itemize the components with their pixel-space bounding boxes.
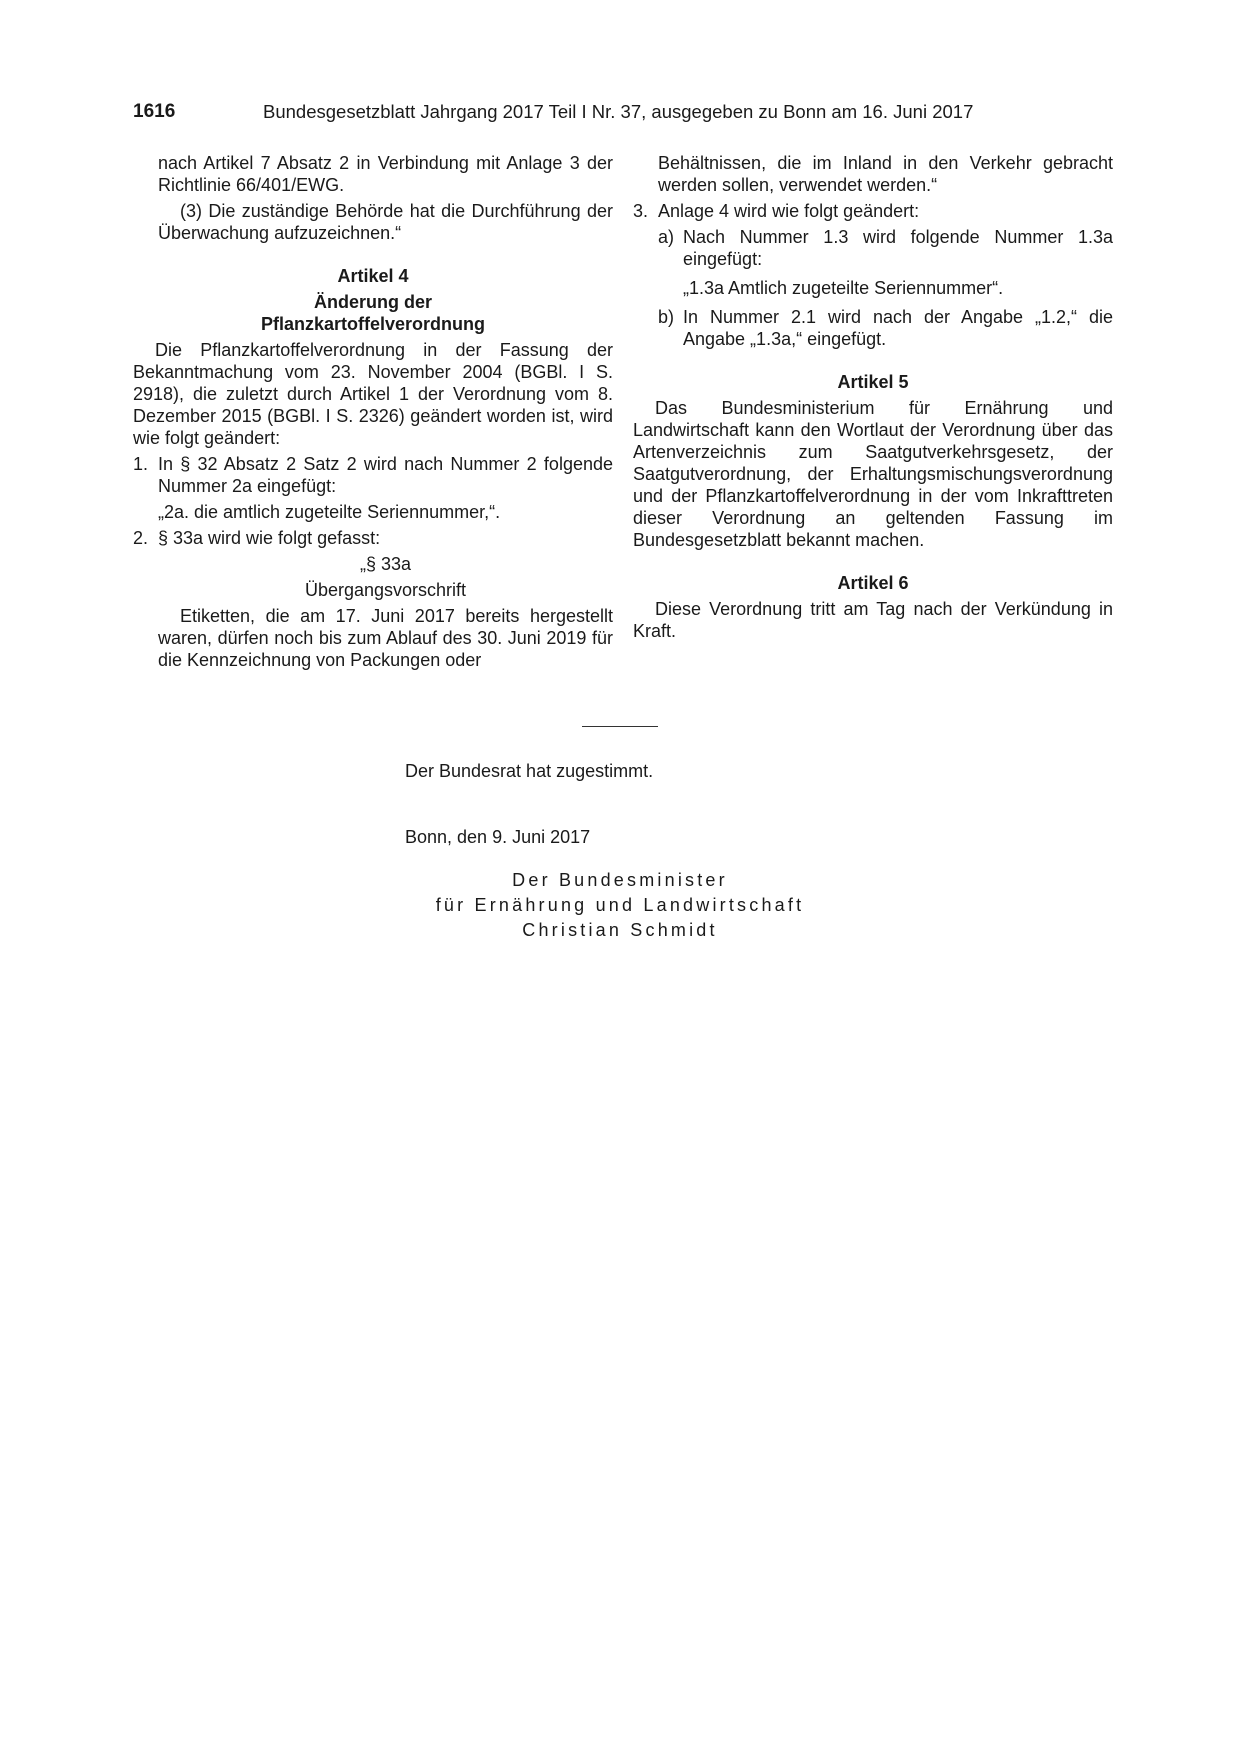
right-column — [633, 152, 1113, 642]
section-33a-title: Übergangsvorschrift — [304, 580, 467, 600]
list-item-2 — [133, 527, 613, 549]
article-4-intro: Die Pflanzkartoffelverordnung in der Fassung der Bekanntmachung vom 23. November 2004 (BGBl. I S. 2918), die zuletzt durch Artikel 1 der Verordnung vom 8. Dezember 2015 (BGBl. I S. 2326) geändert worden ist, wird wie folgt geändert: — [133, 340, 613, 448]
list-item-text: Anlage 4 wird wie folgt geändert: — [658, 201, 920, 221]
section-33a-text: Etiketten, die am 17. Juni 2017 bereits hergestellt waren, dürfen noch bis zum Ablauf des 30. Juni 2019 für die Kennzeichnung von Packungen oder — [158, 606, 613, 670]
sub-item-text: In Nummer 2.1 wird nach der Angabe „1.2,“ die Angabe „1.3a,“ eingefügt. — [683, 307, 1113, 349]
gazette-title: Bundesgesetzblatt Jahrgang 2017 Teil I Nr. 37, ausgegeben zu Bonn am 16. Juni 2017 — [263, 101, 974, 122]
sub-item-a — [658, 226, 1113, 270]
list-item-text: In § 32 Absatz 2 Satz 2 wird nach Nummer 2 folgende Nummer 2a eingefügt: — [158, 454, 613, 496]
signature-ministry: für Ernährung und Landwirtschaft — [435, 895, 805, 915]
separator-line — [582, 726, 658, 727]
place-and-date: Bonn, den 9. Juni 2017 — [405, 827, 591, 847]
page-number: 1616 — [133, 101, 176, 122]
sub-item-a-quote: „1.3a Amtlich zugeteilte Seriennummer“. — [683, 278, 1004, 298]
sub-item-b — [658, 306, 1113, 350]
list-item-number: 2. — [133, 528, 149, 548]
article-4-title-line1: Änderung der — [313, 292, 432, 312]
article-6-heading: Artikel 6 — [837, 573, 909, 593]
article-5-text: Das Bundesministerium für Ernährung und Landwirtschaft kann den Wortlaut der Verordnung über das Artenverzeichnis zum Saatgutverkehrsgesetz, der Saatgutverordnung, der Erhaltungsmischungsverordnung und der Pflanzkartoffelverordnung in der vom Inkrafttreten dieser Verordnung an geltenden Fassung im Bundesgesetzblatt bekannt machen. — [633, 398, 1113, 550]
section-33a-heading: „§ 33a — [359, 554, 412, 574]
list-item-text: § 33a wird wie folgt gefasst: — [158, 528, 381, 548]
list-item-1 — [133, 453, 613, 497]
article-4-title-line2: Pflanzkartoffelverordnung — [260, 314, 486, 334]
sub-item-letter: b) — [658, 307, 675, 327]
article-6-text: Diese Verordnung tritt am Tag nach der Verkündung in Kraft. — [633, 599, 1113, 641]
list-item-number: 1. — [133, 454, 149, 474]
paragraph-3: (3) Die zuständige Behörde hat die Durchführung der Überwachung aufzuzeichnen.“ — [158, 201, 613, 243]
sub-item-letter: a) — [658, 227, 675, 247]
article-4-heading: Artikel 4 — [337, 266, 409, 286]
signature-name: Christian Schmidt — [522, 920, 718, 940]
continuation-text: Behältnissen, die im Inland in den Verkehr gebracht werden sollen, verwendet werden.“ — [658, 153, 1113, 195]
left-column — [133, 152, 613, 671]
bundesrat-consent: Der Bundesrat hat zugestimmt. — [405, 761, 654, 781]
sub-item-text: Nach Nummer 1.3 wird folgende Nummer 1.3a eingefügt: — [683, 227, 1113, 269]
list-item-number: 3. — [633, 201, 649, 221]
signature-title: Der Bundesminister — [512, 870, 728, 890]
item-1-quote: „2a. die amtlich zugeteilte Seriennummer,“. — [158, 502, 501, 522]
article-5-heading: Artikel 5 — [837, 372, 909, 392]
continuation-text: nach Artikel 7 Absatz 2 in Verbindung mit Anlage 3 der Richtlinie 66/401/EWG. — [158, 153, 613, 195]
list-item-3 — [633, 200, 1113, 222]
